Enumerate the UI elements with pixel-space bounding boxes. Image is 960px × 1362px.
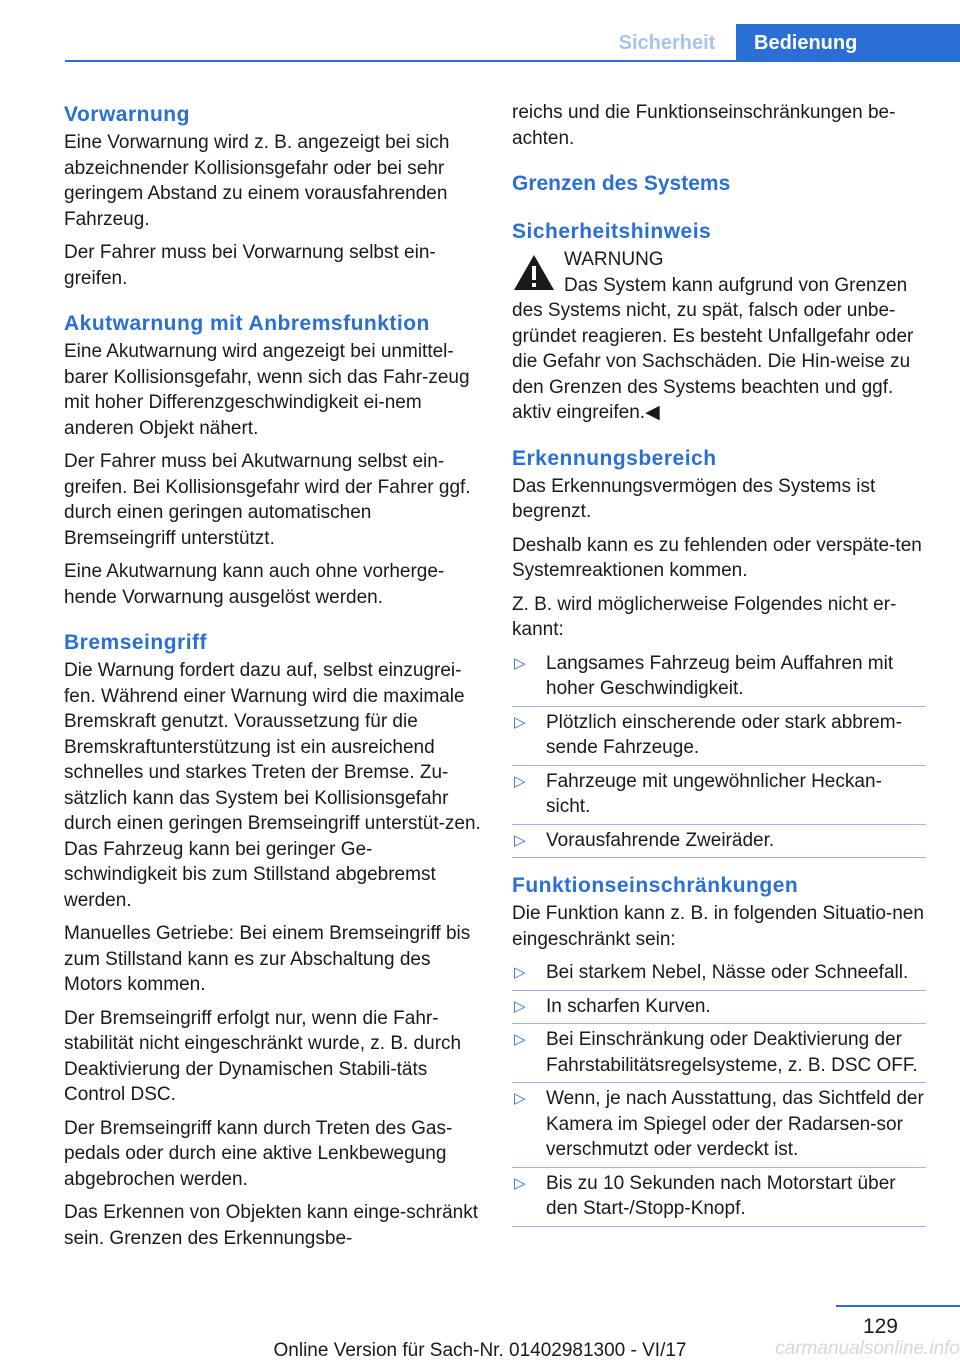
list-item: ▷ Bei starkem Nebel, Nässe oder Schneefall. xyxy=(512,960,926,986)
triangle-bullet-icon: ▷ xyxy=(514,654,526,672)
brems-p2: Manuelles Getriebe: Bei einem Bremseingriff bis zum Stillstand kann es zur Abschaltung des Motors kommen. xyxy=(64,923,471,995)
list-item: ▷ Wenn, je nach Ausstattung, das Sichtfeld der Kamera im Spiegel oder der Radarsen‐sor verschmutzt oder verdeckt ist. xyxy=(512,1086,926,1163)
list-item: ▷ Bei Einschränkung oder Deaktivierung der Fahrstabilitätsregelsysteme, z. B. DSC OFF. xyxy=(512,1027,926,1078)
list-item: ▷ In scharfen Kurven. xyxy=(512,994,926,1020)
erkennung-p1: Das Erkennungsvermögen des Systems ist begrenzt. xyxy=(512,475,876,522)
list-item: ▷ Vorausfahrende Zweiräder. xyxy=(512,828,926,854)
triangle-bullet-icon: ▷ xyxy=(514,1174,526,1192)
right-column xyxy=(512,100,926,1230)
brems-p5: Das Erkennen von Objekten kann einge‐schränkt sein. Grenzen des Erkennungsbe‐ xyxy=(64,1202,479,1249)
triangle-bullet-icon: ▷ xyxy=(514,772,526,790)
funktion-p1: Die Funktion kann z. B. in folgenden Situatio‐nen eingeschränkt sein: xyxy=(512,903,924,950)
list-item: ▷ Bis zu 10 Sekunden nach Motorstart über den Start-/Stopp-Knopf. xyxy=(512,1171,926,1222)
page-number: 129 xyxy=(862,1315,898,1338)
vorwarnung-p1: Eine Vorwarnung wird z. B. angezeigt bei sich abzeichnender Kollisionsgefahr oder bei sehr geringem Abstand zu einem vorausfahrenden Fahrzeug. xyxy=(64,132,450,230)
warning-title: WARNUNG xyxy=(564,249,664,270)
heading-grenzen: Grenzen des Systems xyxy=(512,172,731,195)
akut-p2: Der Fahrer muss bei Akutwarnung selbst ein‐greifen. Bei Kollisionsgefahr wird der Fahrer ggf. durch einen geringen automatischen Bremseingriff unterstützt. xyxy=(64,451,471,549)
triangle-bullet-icon: ▷ xyxy=(514,997,526,1015)
heading-bremseingriff: Bremseingriff xyxy=(64,631,208,654)
triangle-bullet-icon: ▷ xyxy=(514,1090,526,1107)
list-item: ▷ Langsames Fahrzeug beim Auffahren mit hoher Geschwindigkeit. xyxy=(512,651,926,702)
tab-bedienung[interactable]: Bedienung xyxy=(736,24,960,62)
triangle-bullet-icon: ▷ xyxy=(514,831,526,849)
erkennung-list xyxy=(512,651,926,854)
heading-funktionseinschraenkungen: Funktionseinschränkungen xyxy=(512,874,799,897)
footer-rule xyxy=(836,1305,960,1307)
triangle-bullet-icon: ▷ xyxy=(514,964,526,981)
list-item: ▷ Plötzlich einscherende oder stark abbrem‐sende Fahrzeuge. xyxy=(512,710,926,761)
erkennung-p2: Deshalb kann es zu fehlenden oder verspäte‐ten Systemreaktionen kommen. xyxy=(512,534,922,581)
heading-akutwarnung: Akutwarnung mit Anbremsfunktion xyxy=(64,312,430,335)
heading-erkennungsbereich: Erkennungsbereich xyxy=(512,446,717,470)
list-item: ▷ Fahrzeuge mit ungewöhnlicher Heckan‐sicht. xyxy=(512,769,926,820)
brems-p3: Der Bremseingriff erfolgt nur, wenn die Fahr‐stabilität nicht eingeschränkt wurde, z. B. durch Deaktivierung der Dynamischen Stabili‐täts Control DSC. xyxy=(64,1007,462,1105)
akut-p1: Eine Akutwarnung wird angezeigt bei unmittel‐barer Kollisionsgefahr, wenn sich das Fahr‐zeug mit hoher Differenzgeschwindigkeit ei‐nem anderen Objekt nähert. xyxy=(64,341,470,439)
brems-p1: Die Warnung fordert dazu auf, selbst einzugrei‐fen. Während einer Warnung wird die maximale Bremskraft genutzt. Voraussetzung für die Bremskraftunterstützung ist ein ausreichend schnelles und starkes Treten der Bremse. Zu‐sätzlich kann das System bei Kollisionsgefahr durch einen geringen Bremseingriff unterstüt‐zen. Das Fahrzeug kann bei geringer Ge‐schwindigkeit bis zum Stillstand abgebremst werden. xyxy=(64,660,481,911)
tab-sicherheit[interactable]: Sicherheit xyxy=(618,32,716,54)
heading-vorwarnung: Vorwarnung xyxy=(64,103,190,126)
warning-triangle-icon xyxy=(512,253,556,293)
erkennung-p3: Z. B. wird möglicherweise Folgendes nicht er‐kannt: xyxy=(512,593,897,640)
left-column xyxy=(64,100,482,1251)
warning-block xyxy=(512,247,926,426)
funktion-list xyxy=(512,960,926,1222)
watermark-text: carmanualsonline.info xyxy=(775,1338,960,1359)
triangle-bullet-icon: ▷ xyxy=(514,1031,526,1048)
heading-sicherheitshinweis: Sicherheitshinweis xyxy=(512,220,712,243)
vorwarnung-p2: Der Fahrer muss bei Vorwarnung selbst ein‐greifen. xyxy=(64,242,436,289)
online-version-note: Online Version für Sach-Nr. 01402981300 - VI/17 xyxy=(273,1340,687,1361)
brems-p4: Der Bremseingriff kann durch Treten des Gas‐pedals oder durch eine aktive Lenkbewegung abgebrochen werden. xyxy=(64,1117,453,1190)
akut-p3: Eine Akutwarnung kann auch ohne vorherge‐hende Vorwarnung ausgelöst werden. xyxy=(64,561,445,608)
warning-text-first: Das System kann aufgrund von Grenzen des Systems nicht, zu spät, falsch oder unbe‐gründet reagieren. Es besteht Unfallgefahr oder die Gefahr von Sachschäden. Die Hin‐weise zu den Grenzen des Systems beachten und ggf. aktiv eingreifen.◀ xyxy=(512,274,914,423)
triangle-bullet-icon: ▷ xyxy=(514,713,526,731)
continued-text: reichs und die Funktionseinschränkungen be‐achten. xyxy=(512,102,896,149)
